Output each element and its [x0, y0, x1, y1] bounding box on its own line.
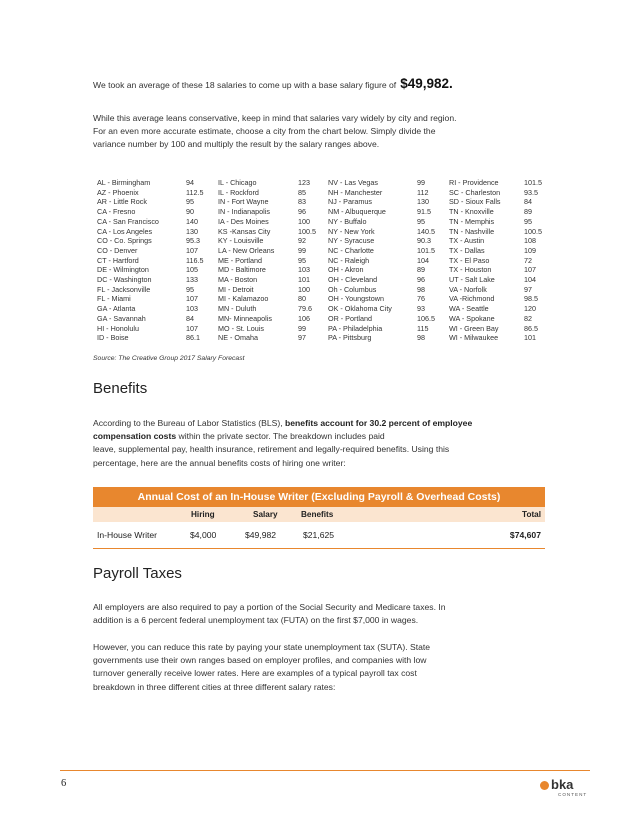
city-variance: 89	[417, 265, 425, 275]
city-name: VA -Richmond	[449, 294, 495, 304]
intro-text: We took an average of these 18 salaries to come up with a base salary figure of	[93, 80, 397, 90]
payroll-paragraph-1	[93, 601, 553, 627]
table-row	[97, 227, 557, 237]
city-variance: 96	[417, 275, 425, 285]
city-variance: 84	[186, 313, 194, 323]
variance-paragraph	[93, 112, 553, 152]
city-variance: 107	[186, 294, 198, 304]
logo-dot-icon	[540, 781, 549, 790]
city-name: LA - New Orleans	[218, 245, 275, 255]
city-name: SD - Sioux Falls	[449, 197, 501, 207]
table-row	[97, 256, 557, 266]
city-name: CO - Denver	[97, 245, 138, 255]
city-name: TN - Nashville	[449, 226, 495, 236]
city-variance: 106	[298, 313, 310, 323]
city-variance: 106.5	[417, 313, 435, 323]
city-name: WA - Spokane	[449, 313, 495, 323]
benefits-cost: $21,625	[303, 530, 335, 540]
city-name: NM - Albuquerque	[328, 207, 386, 217]
city-variance: 103	[186, 304, 198, 314]
table-row	[97, 314, 557, 324]
table-row	[97, 246, 557, 256]
city-name: FL - Miami	[97, 294, 131, 304]
city-name: NJ - Paramus	[328, 197, 372, 207]
city-name: MA - Boston	[218, 275, 258, 285]
city-variance: 98.5	[524, 294, 538, 304]
logo-subtext: CONTENT	[558, 792, 588, 797]
city-name: VA - Norfolk	[449, 284, 487, 294]
table-row	[97, 304, 557, 314]
page-number: 6	[61, 778, 67, 789]
city-name: GA - Atlanta	[97, 304, 136, 314]
city-name: CA - Fresno	[97, 207, 136, 217]
city-variance: 100.5	[298, 226, 316, 236]
city-variance: 86.1	[186, 333, 200, 343]
city-variance: 101	[524, 333, 536, 343]
table-row	[93, 522, 545, 549]
city-name: OH - Youngstown	[328, 294, 384, 304]
city-variance: 107	[186, 245, 198, 255]
city-name: WI - Milwaukee	[449, 333, 499, 343]
city-variance: 76	[417, 294, 425, 304]
city-variance: 99	[417, 178, 425, 187]
city-name: TX - El Paso	[449, 255, 490, 265]
city-variance: 95.3	[186, 236, 200, 246]
city-variance: 80	[298, 294, 306, 304]
table-row	[97, 236, 557, 246]
city-variance: 100	[298, 284, 310, 294]
column-header-benefits: Benefits	[301, 510, 334, 519]
city-variance: 90.3	[417, 236, 431, 246]
city-name: IN - Fort Wayne	[218, 197, 269, 207]
city-name: OH - Cleveland	[328, 275, 378, 285]
city-variance: 120	[524, 304, 536, 314]
city-variance: 97	[298, 333, 306, 343]
benefits-paragraph	[93, 417, 553, 470]
city-variance: 109	[524, 245, 536, 255]
city-variance: 93	[417, 304, 425, 314]
city-variance: 100.5	[524, 226, 542, 236]
table-source-note: Source: The Creative Group 2017 Salary Forecast	[93, 355, 245, 362]
city-name: PA - Philadelphia	[328, 323, 383, 333]
table-bottom-rule	[93, 548, 545, 549]
logo-wordmark: bka	[551, 777, 574, 792]
salary-cost: $49,982	[245, 530, 277, 540]
text-run: According to the Bureau of Labor Statistics (BLS),	[93, 418, 286, 428]
city-variance: 107	[186, 323, 198, 333]
city-name: AR - Little Rock	[97, 197, 147, 207]
city-variance: 103	[298, 265, 310, 275]
table-row	[97, 188, 557, 198]
table-title: Annual Cost of an In-House Writer (Excluding Payroll & Overhead Costs)	[93, 487, 545, 507]
city-variance: 116.5	[186, 255, 204, 265]
city-variance: 95	[524, 216, 532, 226]
paragraph-line: turnover generally receive lower rates. Here are examples of a typical payroll tax cost	[93, 668, 417, 679]
paragraph-line: percentage, here are the annual benefits costs of hiring one writer:	[93, 457, 346, 468]
city-variance: 101.5	[524, 178, 542, 187]
city-variance: 123	[298, 178, 310, 187]
city-name: SC - Charleston	[449, 187, 501, 197]
paragraph-line: addition is a 6 percent federal unemployment tax (FUTA) on the first $7,000 in wages.	[93, 615, 419, 626]
city-name: TX - Houston	[449, 265, 492, 275]
paragraph-line: For an even more accurate estimate, choose a city from the chart below. Simply divide the	[93, 126, 436, 137]
city-variance: 99	[298, 323, 306, 333]
city-name: HI - Honolulu	[97, 323, 139, 333]
city-name: DE - Wilmington	[97, 265, 149, 275]
city-variance: 140.5	[417, 226, 435, 236]
benefits-heading: Benefits	[93, 380, 148, 397]
table-row	[97, 333, 557, 343]
city-name: FL - Jacksonville	[97, 284, 151, 294]
city-name: IL - Rockford	[218, 187, 259, 197]
bka-content-logo	[540, 777, 590, 799]
city-name: Oh - Columbus	[328, 284, 377, 294]
city-variance: 95	[298, 255, 306, 265]
column-header-hiring: Hiring	[191, 510, 215, 519]
city-variance: 89	[524, 207, 532, 217]
city-name: MI - Kalamazoo	[218, 294, 269, 304]
city-variance: 98	[417, 333, 425, 343]
city-name: TN - Memphis	[449, 216, 495, 226]
column-header-total: Total	[522, 510, 541, 519]
table-row	[97, 275, 557, 285]
city-name: IA - Des Moines	[218, 216, 269, 226]
table-row	[97, 294, 557, 304]
paragraph-line	[93, 417, 553, 430]
city-variance: 108	[524, 236, 536, 246]
city-name: AL - Birmingham	[97, 178, 151, 187]
city-variance: 96	[298, 207, 306, 217]
city-variance: 95	[186, 284, 194, 294]
city-name: TN - Knoxville	[449, 207, 494, 217]
city-name: MD - Baltimore	[218, 265, 266, 275]
city-name: CA - San Francisco	[97, 216, 159, 226]
city-variance: 94	[186, 178, 194, 187]
city-name: ME - Portland	[218, 255, 262, 265]
city-name: NY - New York	[328, 226, 375, 236]
city-name: CO - Co. Springs	[97, 236, 152, 246]
city-variance: 130	[417, 197, 429, 207]
city-name: TX - Austin	[449, 236, 485, 246]
city-name: KS -Kansas City	[218, 226, 271, 236]
city-variance: 95	[417, 216, 425, 226]
paragraph-line: However, you can reduce this rate by paying your state unemployment tax (SUTA). State	[93, 642, 431, 652]
city-name: AZ - Phoenix	[97, 187, 139, 197]
city-name: OR - Portland	[328, 313, 372, 323]
city-name: NE - Omaha	[218, 333, 258, 343]
city-variance: 101.5	[417, 245, 435, 255]
city-name: KY - Louisville	[218, 236, 264, 246]
city-name: DC - Washington	[97, 275, 152, 285]
city-name: WI - Green Bay	[449, 323, 499, 333]
row-label: In-House Writer	[97, 530, 158, 540]
city-variance: 133	[186, 275, 198, 285]
paragraph-line: All employers are also required to pay a portion of the Social Security and Medicare taxes. In	[93, 602, 446, 612]
city-variance: 92	[298, 236, 306, 246]
city-variance: 112.5	[186, 187, 204, 197]
city-variance: 107	[524, 265, 536, 275]
city-variance: 104	[417, 255, 429, 265]
city-variance: 82	[524, 313, 532, 323]
paragraph-line	[93, 430, 553, 443]
city-variance-table	[97, 178, 557, 343]
table-row	[97, 178, 557, 188]
city-variance: 91.5	[417, 207, 431, 217]
annual-cost-table	[93, 487, 545, 549]
city-variance: 95	[186, 197, 194, 207]
city-variance: 101	[298, 275, 310, 285]
city-name: MN - Duluth	[218, 304, 257, 314]
bold-run: compensation costs	[93, 431, 177, 442]
city-name: NC - Raleigh	[328, 255, 370, 265]
city-variance: 79.6	[298, 304, 312, 314]
city-variance: 83	[298, 197, 306, 207]
payroll-paragraph-2	[93, 641, 553, 694]
city-name: ID - Boise	[97, 333, 129, 343]
city-name: NV - Las Vegas	[328, 178, 378, 187]
total-cost: $74,607	[509, 530, 541, 540]
city-name: NY - Syracuse	[328, 236, 375, 246]
footer-divider	[60, 770, 590, 771]
paragraph-line: While this average leans conservative, keep in mind that salaries vary widely by city and region.	[93, 113, 457, 123]
city-name: IL - Chicago	[218, 178, 257, 187]
city-name: OK - Oklahoma City	[328, 304, 392, 314]
city-variance: 115	[417, 323, 429, 333]
paragraph-line: breakdown in three different cities at three different salary rates:	[93, 681, 336, 692]
payroll-taxes-heading: Payroll Taxes	[93, 565, 182, 582]
city-variance: 86.5	[524, 323, 538, 333]
hiring-cost: $4,000	[190, 530, 217, 540]
city-name: OH - Akron	[328, 265, 364, 275]
base-salary-figure: $49,982.	[400, 76, 453, 91]
city-variance: 90	[186, 207, 194, 217]
table-column-headers	[93, 507, 545, 522]
city-variance: 93.5	[524, 187, 538, 197]
bold-run: benefits account for 30.2 percent of employee	[285, 418, 473, 428]
text-run: within the private sector. The breakdown includes paid	[176, 431, 385, 442]
city-name: MN- Minneapolis	[218, 313, 272, 323]
city-name: GA - Savannah	[97, 313, 146, 323]
city-variance: 99	[298, 245, 306, 255]
city-variance: 100	[298, 216, 310, 226]
city-variance: 104	[524, 275, 536, 285]
paragraph-line: governments use their own ranges based on employer profiles, and companies with low	[93, 655, 427, 666]
city-variance: 85	[298, 187, 306, 197]
city-name: MO - St. Louis	[218, 323, 264, 333]
city-variance: 140	[186, 216, 198, 226]
table-row	[97, 217, 557, 227]
column-header-salary: Salary	[253, 510, 278, 519]
table-row	[97, 324, 557, 334]
city-name: NC - Charlotte	[328, 245, 374, 255]
city-name: IN - Indianapolis	[218, 207, 270, 217]
city-name: CT - Hartford	[97, 255, 139, 265]
city-name: RI - Providence	[449, 178, 499, 187]
city-variance: 105	[186, 265, 198, 275]
intro-line	[93, 76, 553, 91]
city-name: MI - Detroit	[218, 284, 254, 294]
city-name: CA - Los Angeles	[97, 226, 153, 236]
city-name: UT - Salt Lake	[449, 275, 495, 285]
table-row	[97, 197, 557, 207]
city-name: TX - Dallas	[449, 245, 485, 255]
city-variance: 84	[524, 197, 532, 207]
city-variance: 97	[524, 284, 532, 294]
table-row	[97, 285, 557, 295]
city-variance: 112	[417, 187, 429, 197]
paragraph-line: variance number by 100 and multiply the result by the salary ranges above.	[93, 139, 380, 150]
city-name: NH - Manchester	[328, 187, 383, 197]
table-row	[97, 265, 557, 275]
table-row	[97, 207, 557, 217]
city-variance: 130	[186, 226, 198, 236]
city-name: WA - Seattle	[449, 304, 489, 314]
city-name: NY - Buffalo	[328, 216, 367, 226]
city-variance: 72	[524, 255, 532, 265]
paragraph-line: leave, supplemental pay, health insurance, retirement and legally-required benefits. Using this	[93, 444, 450, 455]
city-name: PA - Pittsburg	[328, 333, 372, 343]
city-variance: 98	[417, 284, 425, 294]
